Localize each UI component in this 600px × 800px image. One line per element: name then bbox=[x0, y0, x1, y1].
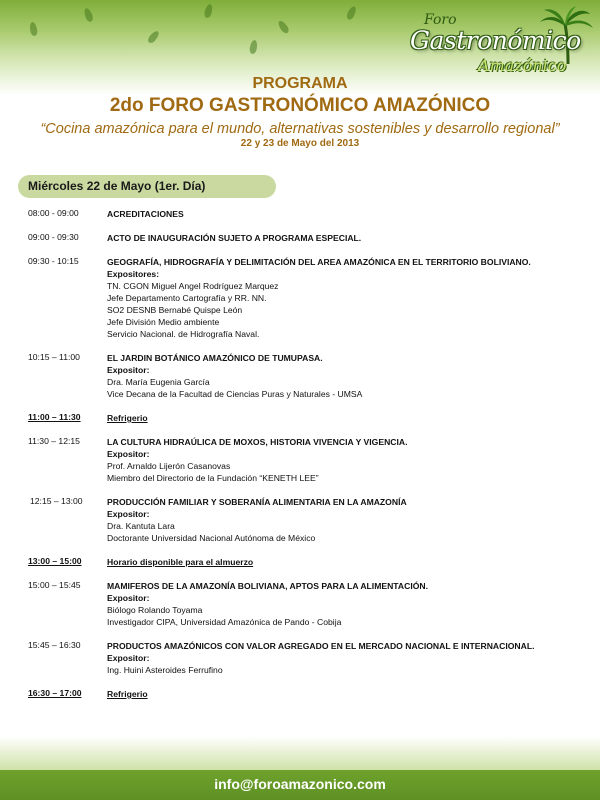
leaf-decoration bbox=[249, 39, 258, 54]
entry-body bbox=[107, 436, 587, 484]
speaker-detail: Jefe Departamento Cartografía y RR. NN. bbox=[107, 293, 267, 303]
speaker-label: Expositor: bbox=[107, 653, 150, 663]
event-title: 2do FORO GASTRONÓMICO AMAZÓNICO bbox=[109, 95, 491, 116]
speaker-label: Expositor: bbox=[107, 449, 150, 459]
entry-time: 08:00 - 09:00 bbox=[28, 208, 79, 218]
speaker-detail: TN. CGON Miguel Angel Rodríguez Marquez bbox=[107, 281, 279, 291]
speaker-detail: Investigador CIPA, Universidad Amazónica de Pando - Cobija bbox=[107, 617, 342, 627]
event-logo bbox=[408, 8, 598, 78]
logo-text-foro: Foro bbox=[424, 12, 457, 28]
speaker-label: Expositores: bbox=[107, 269, 160, 279]
entry-title: PRODUCCIÓN FAMILIAR Y SOBERANÍA ALIMENTARIA EN LA AMAZONÍA bbox=[107, 497, 407, 507]
entry-time: 16:30 – 17:00 bbox=[28, 688, 82, 698]
logo-text-amazonico: Amazónico bbox=[478, 56, 567, 75]
entry-title: ACTO DE INAUGURACIÓN SUJETO A PROGRAMA ESPECIAL. bbox=[107, 233, 362, 243]
speaker-detail: Vice Decana de la Facultad de Ciencias Puras y Naturales - UMSA bbox=[107, 389, 363, 399]
entry-body bbox=[107, 556, 587, 568]
speaker-detail: Doctorante Universidad Nacional Autónoma de México bbox=[107, 533, 316, 543]
leaf-decoration bbox=[29, 21, 38, 36]
speaker-detail: Jefe División Medio ambiente bbox=[107, 317, 220, 327]
day-header: Miércoles 22 de Mayo (1er. Día) bbox=[18, 175, 276, 198]
leaf-decoration bbox=[203, 3, 213, 18]
entry-body bbox=[107, 496, 587, 544]
entry-title: MAMIFEROS DE LA AMAZONÍA BOLIVIANA, APTOS PARA LA ALIMENTACIÓN. bbox=[107, 581, 428, 591]
entry-time: 15:00 – 15:45 bbox=[28, 580, 81, 590]
entry-body bbox=[107, 232, 587, 244]
speaker-detail: Ing. Huini Asteroides Ferrufino bbox=[107, 665, 223, 675]
program-heading: PROGRAMA bbox=[252, 75, 348, 92]
entry-time: 11:00 – 11:30 bbox=[28, 412, 81, 422]
entry-title: EL JARDIN BOTÁNICO AMAZÓNICO DE TUMUPASA. bbox=[107, 353, 323, 363]
leaf-decoration bbox=[277, 19, 291, 34]
leaf-decoration bbox=[146, 29, 160, 44]
speaker-label: Expositor: bbox=[107, 509, 150, 519]
entry-time: 12:15 – 13:00 bbox=[30, 496, 83, 506]
speaker-detail: Prof. Arnaldo Lijerón Casanovas bbox=[107, 461, 231, 471]
entry-body bbox=[107, 688, 587, 700]
entry-time: 13:00 – 15:00 bbox=[28, 556, 82, 566]
speaker-detail: Dra. María Eugenia García bbox=[107, 377, 210, 387]
entry-time: 10:15 – 11:00 bbox=[28, 352, 80, 362]
logo-text-gastronomico: Gastronómico bbox=[410, 26, 581, 55]
entry-title: Refrigerio bbox=[107, 689, 148, 699]
contact-email[interactable]: info@foroamazonico.com bbox=[214, 776, 386, 792]
entry-body bbox=[107, 352, 587, 400]
entry-body bbox=[107, 412, 587, 424]
speaker-detail: Servicio Nacional. de Hidrografía Naval. bbox=[107, 329, 260, 339]
speaker-label: Expositor: bbox=[107, 365, 150, 375]
footer-bar bbox=[0, 770, 600, 800]
speaker-detail: Miembro del Directorio de la Fundación “KENETH LEE” bbox=[107, 473, 319, 483]
entry-time: 09:00 - 09:30 bbox=[28, 232, 79, 242]
entry-title: Refrigerio bbox=[107, 413, 148, 423]
entry-title: PRODUCTOS AMAZÓNICOS CON VALOR AGREGADO EN EL MERCADO NACIONAL E INTERNACIONAL. bbox=[107, 641, 535, 651]
entry-body bbox=[107, 208, 587, 220]
speaker-detail: Biólogo Rolando Toyama bbox=[107, 605, 203, 615]
event-dates: 22 y 23 de Mayo del 2013 bbox=[240, 138, 360, 149]
leaf-decoration bbox=[83, 7, 94, 23]
speaker-detail: Dra. Kantuta Lara bbox=[107, 521, 175, 531]
entry-title: GEOGRAFÍA, HIDROGRAFÍA Y DELIMITACIÓN DEL AREA AMAZÓNICA EN EL TERRITORIO BOLIVIANO. bbox=[107, 257, 531, 267]
entry-time: 09:30 - 10:15 bbox=[28, 256, 79, 266]
entry-body bbox=[107, 256, 587, 340]
entry-title: ACREDITACIONES bbox=[107, 209, 184, 219]
footer-gradient bbox=[0, 736, 600, 770]
entry-body bbox=[107, 640, 587, 676]
event-subtitle: “Cocina amazónica para el mundo, alternativas sostenibles y desarrollo regional” bbox=[40, 121, 560, 137]
entry-body bbox=[107, 580, 587, 628]
entry-title: Horario disponible para el almuerzo bbox=[107, 557, 254, 567]
leaf-decoration bbox=[345, 5, 357, 21]
entry-title: LA CULTURA HIDRAÚLICA DE MOXOS, HISTORIA VIVENCIA Y VIGENCIA. bbox=[107, 437, 408, 447]
entry-time: 11:30 – 12:15 bbox=[28, 436, 80, 446]
speaker-detail: SO2 DESNB Bernabé Quispe León bbox=[107, 305, 243, 315]
entry-time: 15:45 – 16:30 bbox=[28, 640, 81, 650]
speaker-label: Expositor: bbox=[107, 593, 150, 603]
